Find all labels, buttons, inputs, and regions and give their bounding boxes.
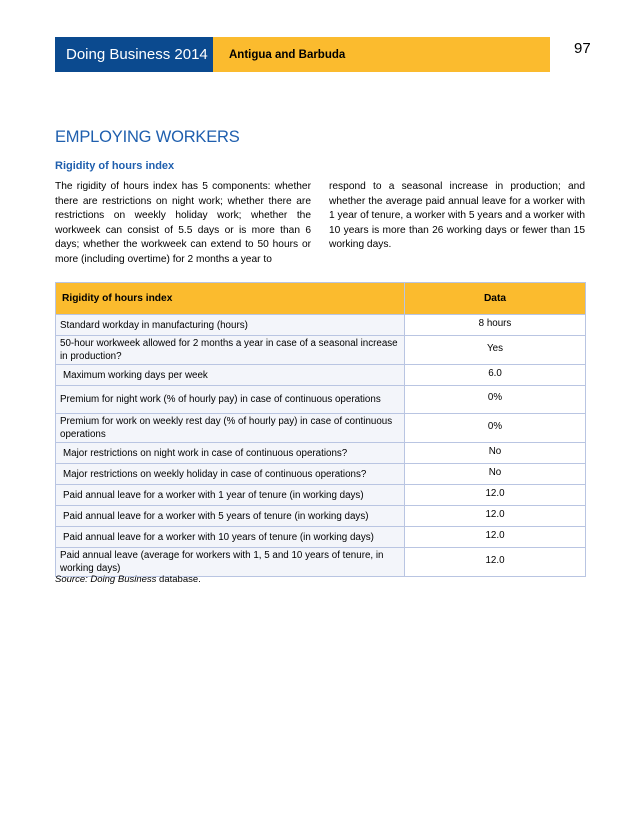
source-prefix: Source:	[55, 574, 91, 585]
row-label: Premium for night work (% of hourly pay) in case of continuous operations	[56, 386, 405, 414]
row-value: 12.0	[405, 485, 586, 506]
row-value: 12.0	[405, 548, 586, 577]
table-header-row	[56, 283, 586, 315]
row-value: 8 hours	[405, 315, 586, 336]
table-row	[56, 443, 586, 464]
table-row	[56, 548, 586, 577]
row-value: 12.0	[405, 527, 586, 548]
table-row	[56, 464, 586, 485]
subsection-title: Rigidity of hours index	[55, 160, 175, 172]
row-label: Premium for work on weekly rest day (% of hourly pay) in case of continuous operations	[56, 414, 405, 443]
row-value: 0%	[405, 414, 586, 443]
body-text-left-column: The rigidity of hours index has 5 components: whether there are restrictions on night work; whether there are restrictions on weekly holiday work; whether the workweek can consist of 5.5 days or is more than 6 days; whether the workweek can extend to 50 hours or more (including overtime) for 2 months a year to	[55, 181, 311, 265]
table-row	[56, 365, 586, 386]
row-label: Paid annual leave for a worker with 5 years of tenure (in working days)	[56, 506, 405, 527]
table-row	[56, 414, 586, 443]
row-label: Paid annual leave for a worker with 1 year of tenure (in working days)	[56, 485, 405, 506]
section-title: EMPLOYING WORKERS	[55, 128, 240, 146]
row-value: Yes	[405, 336, 586, 365]
table-row	[56, 386, 586, 414]
column-header-indicator: Rigidity of hours index	[56, 283, 405, 315]
source-suffix: database.	[156, 574, 201, 585]
table-row	[56, 336, 586, 365]
column-header-data: Data	[405, 283, 586, 315]
table-row	[56, 485, 586, 506]
table-row	[56, 506, 586, 527]
source-name: Doing Business	[90, 574, 157, 585]
page-number: 97	[574, 40, 591, 57]
table-row	[56, 527, 586, 548]
country-name: Antigua and Barbuda	[213, 37, 550, 72]
page-header-band	[55, 37, 550, 72]
row-label: Maximum working days per week	[56, 365, 405, 386]
table-row	[56, 315, 586, 336]
row-value: No	[405, 443, 586, 464]
rigidity-of-hours-table	[55, 282, 586, 577]
row-label: Standard workday in manufacturing (hours)	[56, 315, 405, 336]
body-text-right-column: respond to a seasonal increase in production; and whether the average paid annual leave for a worker with 1 year of tenure, a worker with 5 years and a worker with 10 years is more than 26 working days or fewer than 15 working days.	[329, 181, 585, 251]
row-label: 50-hour workweek allowed for 2 months a year in case of a seasonal increase in production?	[56, 336, 405, 365]
row-label: Paid annual leave (average for workers with 1, 5 and 10 years of tenure, in working days)	[56, 548, 405, 577]
source-note	[55, 574, 201, 585]
row-label: Major restrictions on night work in case of continuous operations?	[56, 443, 405, 464]
row-value: 0%	[405, 386, 586, 414]
row-label: Paid annual leave for a worker with 10 years of tenure (in working days)	[56, 527, 405, 548]
row-value: 6.0	[405, 365, 586, 386]
row-value: No	[405, 464, 586, 485]
row-value: 12.0	[405, 506, 586, 527]
row-label: Major restrictions on weekly holiday in case of continuous operations?	[56, 464, 405, 485]
report-title: Doing Business 2014	[55, 37, 213, 72]
